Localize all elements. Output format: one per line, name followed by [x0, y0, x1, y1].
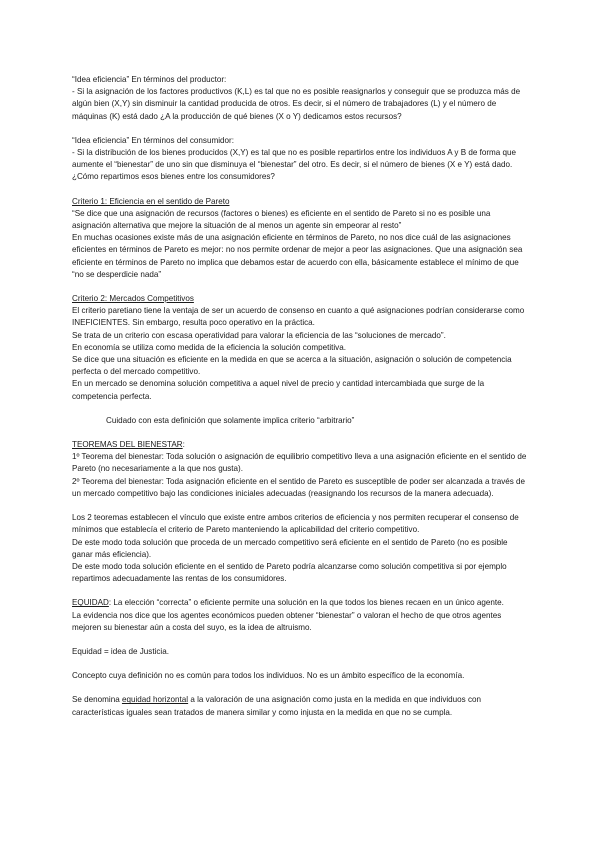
paragraph: En economía se utiliza como medida de la eficiencia la solución competitiva. [72, 342, 346, 352]
section-heading [72, 439, 530, 451]
section-heading: Criterio 2: Mercados Competitivos [72, 294, 194, 304]
paragraph: Se trata de un criterio con escasa operatividad para valorar la eficiencia de las “soluciones de mercado”. [72, 330, 446, 340]
paragraph: La evidencia nos dice que los agentes económicos pueden obtener “bienestar” o valoran el hecho de que otros agentes mejoren su bienestar aún a costa del suyo, es la idea de altruismo. [72, 610, 502, 632]
equidad-label: EQUIDAD [72, 598, 109, 608]
theorem-2: 2º Teorema del bienestar: Toda asignación eficiente en el sentido de Pareto es susceptible de poder ser alcanzada a través de un mercado competitivo bajo las condiciones iniciales adecuadas (reasignando los recursos de la manera adecuada). [72, 476, 526, 498]
paragraph [72, 694, 530, 718]
document-body [72, 74, 530, 719]
paragraph: De este modo toda solución eficiente en el sentido de Pareto podría alcanzarse como solución competitiva si por ejemplo repartimos adecuadamente las rentas de los consumidores. [72, 561, 507, 584]
paragraph: El criterio paretiano tiene la ventaja de ser un acuerdo de consenso en cuanto a qué asignaciones podrían considerarse como INEFICIENTES. Sin embargo, resulta poco operativo en la práctica. [72, 306, 525, 328]
equidad-text: : La elección “correcta” o eficiente permite una solución en la que todos los bienes recaen en un único agente. [108, 598, 504, 608]
paragraph: Concepto cuya definición no es común para todos los individuos. No es un ámbito específico de la economía. [72, 671, 465, 681]
pareto-definition-quote: “Se dice que una asignación de recursos (factores o bienes) es eficiente en el sentido de Pareto si no es posible una asignación alternativa que mejore la situación de al menos un agente sin empeorar al resto” [72, 208, 491, 231]
equidad-horizontal-term: equidad horizontal [121, 695, 189, 705]
note: Cuidado con esta definición que solamente implica criterio “arbitrario” [106, 415, 355, 425]
paragraph: De este modo toda solución que proceda de un mercado competitivo será eficiente en el sentido de Pareto (no es posible ganar más eficiencia). [72, 537, 508, 559]
section-criterio-1 [72, 196, 530, 281]
paragraph: Equidad = idea de Justicia. [72, 646, 169, 656]
section-teoremas [72, 439, 530, 500]
paragraph: - Si la asignación de los factores productivos (K,L) es tal que no es posible reasignarlos y conseguir que se produzca más de algún bien (X,Y) sin disminuir la cantidad producida de otros. Es decir, si el número de trabajadores (L) y el número de máquinas (K) está dado ¿A la producción de qué bienes (X o Y) dedicamos estos recursos? [72, 87, 521, 121]
section-productor [72, 74, 530, 123]
paragraph: Los 2 teoremas establecen el vínculo que existe entre ambos criterios de eficiencia y nos permiten recuperar el consenso de mínimos que establecía el criterio de Pareto manteniendo la aplicabilidad del criterio competitivo. [72, 513, 519, 535]
heading-colon: : [182, 440, 185, 450]
section-heading-text: TEOREMAS DEL BIENESTAR [72, 440, 183, 450]
paragraph: Se dice que una situación es eficiente en la medida en que se acerca a la situación, asignación o solución de competencia perfecta o del mercado competitivo. [72, 355, 512, 377]
section-vinculo [72, 512, 530, 585]
section-equidad [72, 597, 530, 634]
section-criterio-2 [72, 293, 530, 427]
paragraph: En un mercado se denomina solución competitiva a aquel nivel de precio y cantidad intercambiada que surge de la competencia perfecta. [72, 379, 485, 401]
section-title: “Idea eficiencia” En términos del productor: [72, 75, 227, 84]
theorem-1: 1º Teorema del bienestar: Toda solución o asignación de equilibrio competitivo lleva a una asignación eficiente en el sentido de Pareto (no necesariamente a la que nos gusta). [72, 452, 527, 474]
paragraph: En muchas ocasiones existe más de una asignación eficiente en términos de Pareto, no nos dice cuál de las asignaciones eficientes en términos de Pareto es mejor: no nos permite ordenar de mejor a peor las asignaciones. Que una asignación sea eficiente en términos de Pareto no implica que debamos estar de acuerdo con ella, básicamente establece el mínimo de que “no se desperdicie nada” [72, 233, 523, 279]
text-run: Se denomina [72, 695, 122, 705]
paragraph: - Si la distribución de los bienes producidos (X,Y) es tal que no es posible repartirlos entre los individuos A y B de forma que aumente el “bienestar” de uno sin que disminuya el “bienestar” del otro. Es decir, si el número de bienes (X e Y) está dado. ¿Cómo repartimos esos bienes entre los consumidores? [72, 148, 517, 182]
section-title: “Idea eficiencia” En términos del consumidor: [72, 135, 234, 145]
section-heading: Criterio 1: Eficiencia en el sentido de Pareto [72, 196, 230, 206]
paragraph [72, 597, 530, 609]
text-run: a la valoración de una asignación como justa en la medida en que individuos con características iguales sean tratados de manera similar y como injusta en la medida en que no se cumpla. [72, 695, 482, 717]
section-consumidor [72, 135, 530, 184]
